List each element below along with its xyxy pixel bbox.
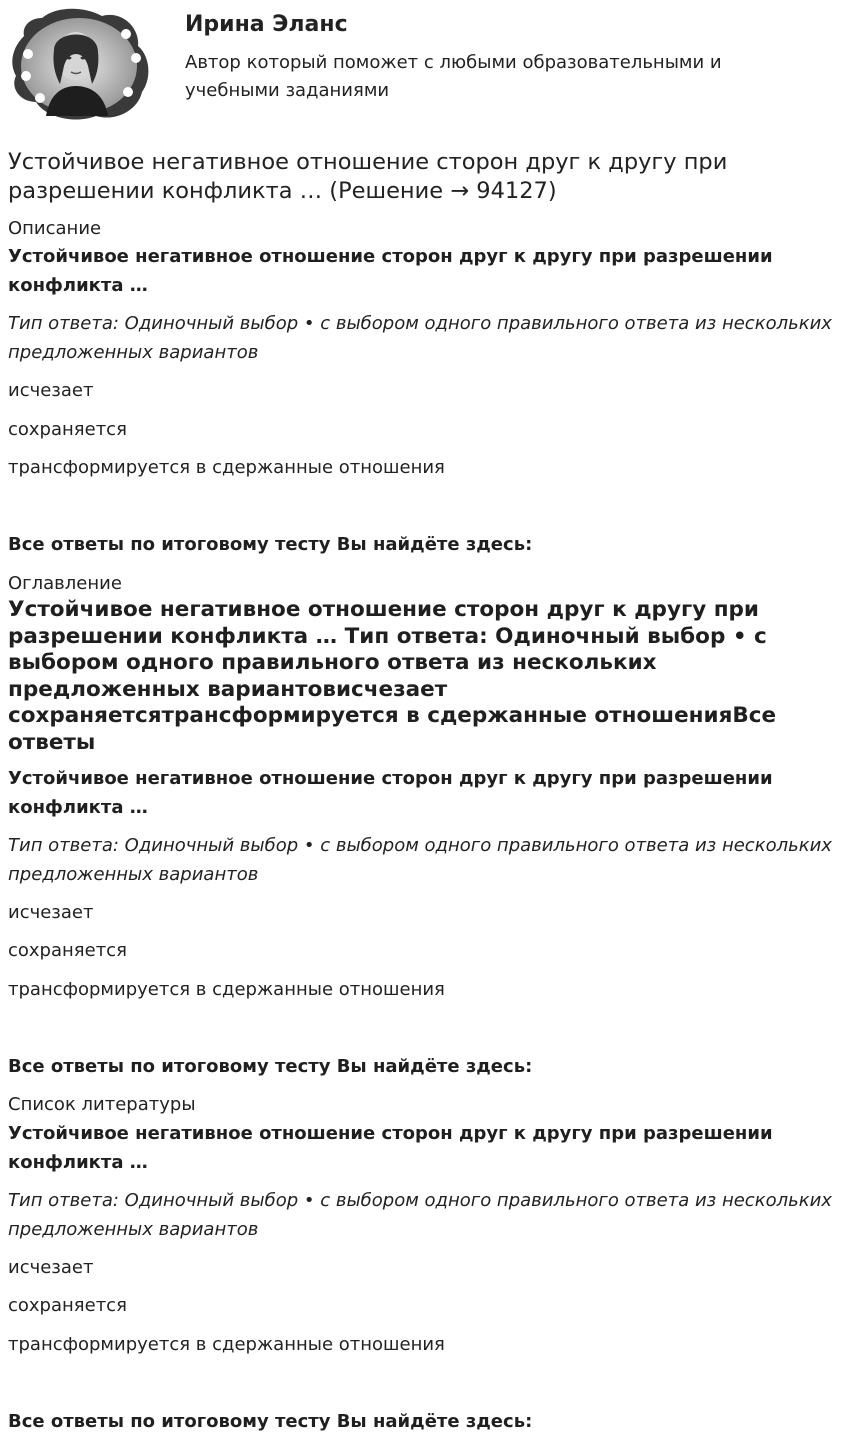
literature-question: Устойчивое негативное отношение сторон друг к другу при разрешении конфликта … <box>8 1123 773 1173</box>
toc-section-label: Оглавление <box>8 573 122 594</box>
toc-option-2: сохраняется <box>8 940 127 961</box>
literature-answer-type: Тип ответа: Одиночный выбор • с выбором одного правильного ответа из нескольких предложенных вариантов <box>8 1190 832 1240</box>
toc-heading: Устойчивое негативное отношение сторон друг к другу при разрешении конфликта … Тип ответа: Одиночный выбор • с выбором одного правильного ответа из нескольких предложенных вариантовисчезает сохраняетсятрансформируется в сдержанные отношенияВсе ответы <box>8 597 777 755</box>
author-name[interactable]: Ирина Эланс <box>185 12 348 37</box>
literature-option-2: сохраняется <box>8 1295 127 1316</box>
description-option-1: исчезает <box>8 380 94 401</box>
author-description: Автор который поможет с любыми образовательными и учебными заданиями <box>185 52 722 101</box>
toc-option-3: трансформируется в сдержанные отношения <box>8 979 445 1000</box>
description-question: Устойчивое негативное отношение сторон друг к другу при разрешении конфликта … <box>8 246 773 296</box>
author-avatar <box>6 6 152 126</box>
description-section-label: Описание <box>8 218 102 239</box>
toc-all-answers-link[interactable]: Все ответы по итоговому тесту Вы найдёте здесь: <box>8 1056 533 1077</box>
literature-option-1: исчезает <box>8 1257 94 1278</box>
toc-option-1: исчезает <box>8 902 94 923</box>
literature-section-label: Список литературы <box>8 1094 196 1115</box>
literature-option-3: трансформируется в сдержанные отношения <box>8 1334 445 1355</box>
toc-answer-type: Тип ответа: Одиночный выбор • с выбором одного правильного ответа из нескольких предложенных вариантов <box>8 835 832 885</box>
description-option-3: трансформируется в сдержанные отношения <box>8 457 445 478</box>
author-avatar-image <box>6 6 152 126</box>
literature-all-answers-link[interactable]: Все ответы по итоговому тесту Вы найдёте здесь: <box>8 1411 533 1432</box>
description-option-2: сохраняется <box>8 419 127 440</box>
description-answer-type: Тип ответа: Одиночный выбор • с выбором одного правильного ответа из нескольких предложенных вариантов <box>8 313 832 363</box>
toc-question: Устойчивое негативное отношение сторон друг к другу при разрешении конфликта … <box>8 768 773 818</box>
page-title: Устойчивое негативное отношение сторон друг к другу при разрешении конфликта … (Решение → 94127) <box>8 149 728 204</box>
description-all-answers-link[interactable]: Все ответы по итоговому тесту Вы найдёте здесь: <box>8 534 533 555</box>
